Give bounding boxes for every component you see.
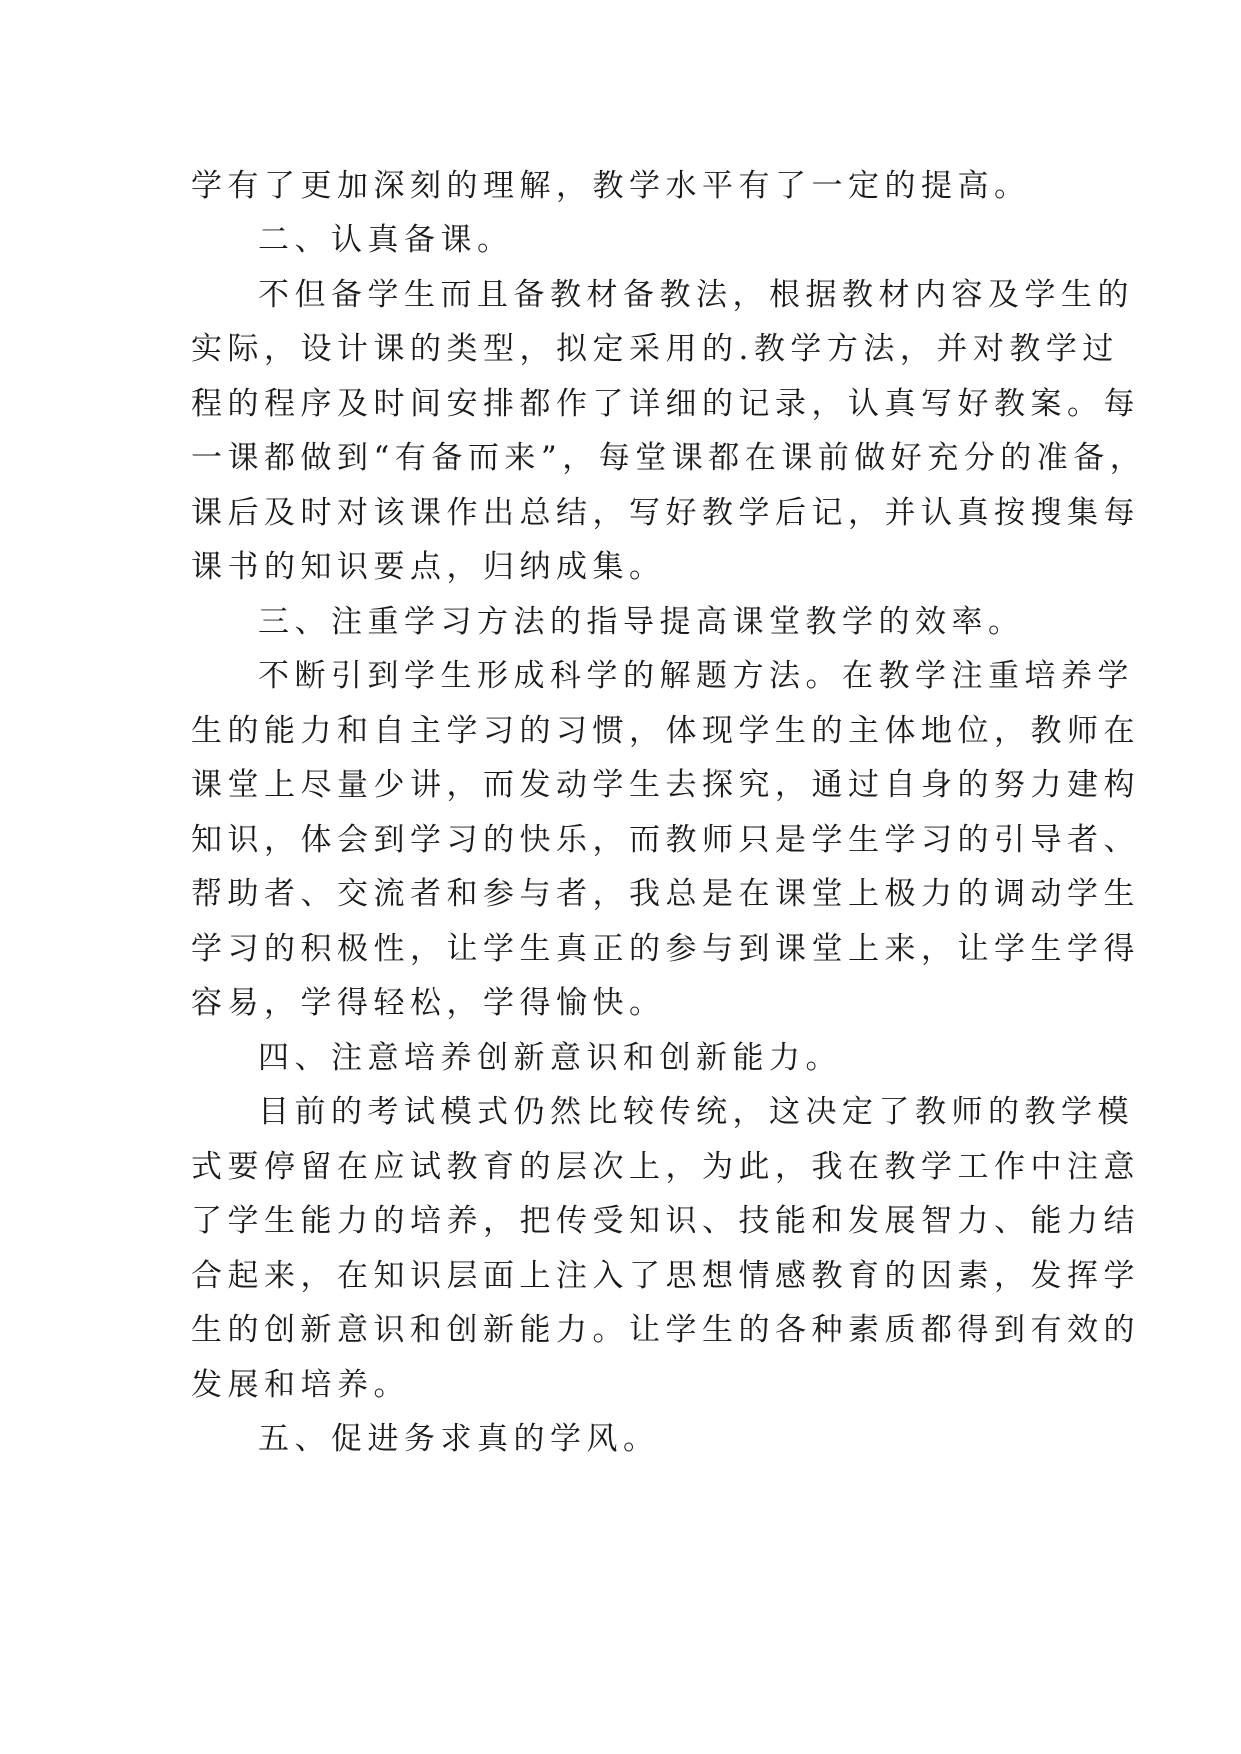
section-heading: 五、促进务求真的学风。 <box>258 1421 660 1457</box>
paragraph-line: 课后及时对该课作出总结，写好教学后记，并认真按搜集每 <box>191 495 1140 531</box>
paragraph-line: 生的创新意识和创新能力。让学生的各种素质都得到有效的 <box>191 1312 1140 1348</box>
paragraph-line: 生的能力和自主学习的习惯，体现学生的主体地位，教师在 <box>191 713 1140 749</box>
paragraph-line: 不但备学生而且备教材备教法，根据教材内容及学生的 <box>258 277 1134 313</box>
paragraph-line: 容易，学得轻松，学得愉快。 <box>191 985 666 1021</box>
paragraph-line: 合起来，在知识层面上注入了思想情感教育的因素，发挥学 <box>191 1258 1140 1294</box>
paragraph-line: 了学生能力的培养，把传受知识、技能和发展智力、能力结 <box>191 1203 1140 1239</box>
paragraph-line: 知识，体会到学习的快乐，而教师只是学生学习的引导者、 <box>191 822 1140 858</box>
paragraph-line: 课书的知识要点，归纳成集。 <box>191 549 666 585</box>
paragraph-line: 式要停留在应试教育的层次上，为此，我在教学工作中注意 <box>191 1149 1140 1185</box>
paragraph-line: 学习的积极性，让学生真正的参与到课堂上来，让学生学得 <box>191 931 1140 967</box>
paragraph-line: 帮助者、交流者和参与者，我总是在课堂上极力的调动学生 <box>191 876 1140 912</box>
paragraph-line: 实际，设计课的类型，拟定采用的.教学方法，并对教学过 <box>191 331 1119 367</box>
paragraph-line: 不断引到学生形成科学的解题方法。在教学注重培养学 <box>258 658 1134 694</box>
section-heading: 二、认真备课。 <box>258 222 514 258</box>
paragraph-line: 目前的考试模式仍然比较传统，这决定了教师的教学模 <box>258 1094 1134 1130</box>
section-heading: 四、注意培养创新意识和创新能力。 <box>258 1040 842 1076</box>
section-heading: 三、注重学习方法的指导提高课堂教学的效率。 <box>258 604 1025 640</box>
paragraph-line: 课堂上尽量少讲，而发动学生去探究，通过自身的努力建构 <box>191 767 1140 803</box>
paragraph-line: 发展和培养。 <box>191 1367 410 1403</box>
paragraph-line: 程的程序及时间安排都作了详细的记录，认真写好教案。每 <box>191 386 1140 422</box>
text-line: 学有了更加深刻的理解，教学水平有了一定的提高。 <box>191 168 1031 204</box>
paragraph-line: 一课都做到“有备而来”，每堂课都在课前做好充分的准备， <box>191 440 1147 476</box>
